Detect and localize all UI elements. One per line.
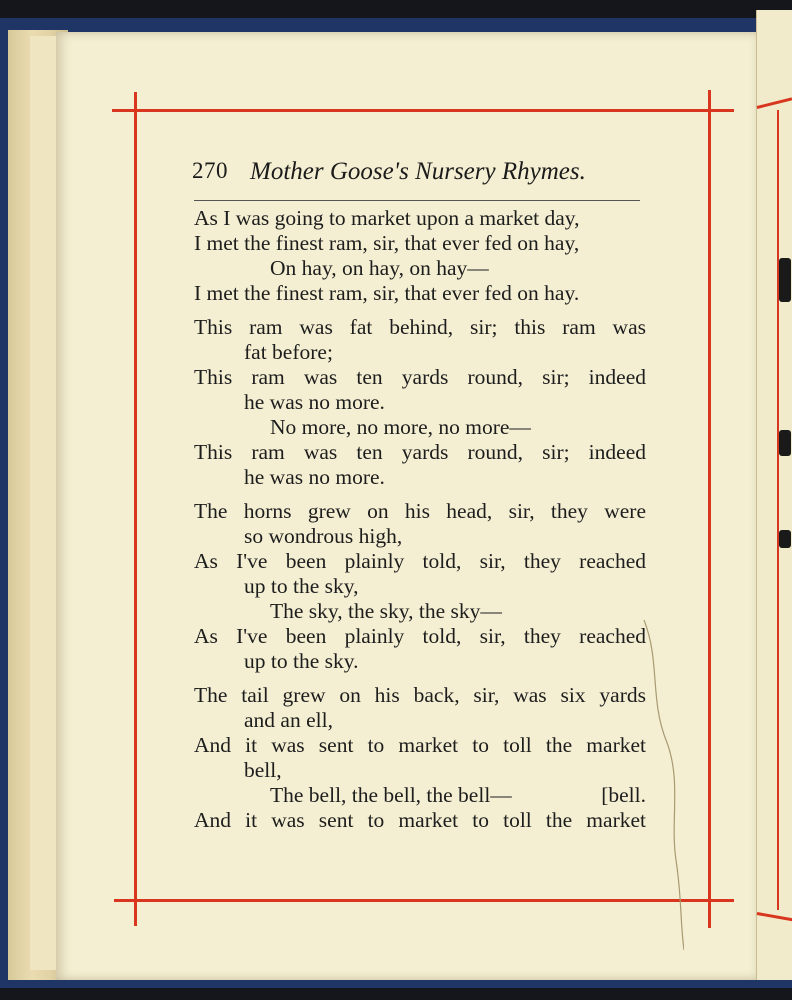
verse-line: As I was going to market upon a market day, [194,206,580,230]
page-header [192,158,642,192]
refrain-text: The bell, the bell, the bell— [270,783,512,807]
verse-line: This ram was ten yards round, sir; indeed [194,365,646,389]
border-rule-right [708,90,711,928]
verse-line: And it was sent to market to toll the market [194,808,646,832]
refrain-line: The sky, the sky, the sky— [270,599,502,623]
verse-line: And it was sent to market to toll the market [194,733,646,757]
running-title: Mother Goose's Nursery Rhymes. [250,158,586,185]
border-rule-top [112,109,734,112]
stanza-4 [194,683,646,833]
verse-line-continued: and an ell, [244,708,333,732]
verse-line: The tail grew on his back, sir, was six yards [194,683,646,707]
verse-line-continued: he was no more. [244,465,385,489]
refrain-line [194,783,646,808]
facing-page-illustration-mark [779,530,791,548]
header-rule [194,200,640,201]
facing-page-illustration-mark [779,430,791,456]
page-number: 270 [192,158,228,183]
stanza-2 [194,315,646,490]
verse-line-continued: up to the sky, [244,574,359,598]
verse-line-continued: fat before; [244,340,333,364]
stanza-3 [194,499,646,674]
verse-line-continued: so wondrous high, [244,524,403,548]
verse-line: This ram was fat behind, sir; this ram was [194,315,646,339]
facing-page-rule-bottom [757,912,792,921]
verse-line: The horns grew on his head, sir, they were [194,499,646,523]
turnover-word: [bell. [601,783,646,807]
facing-page-illustration-mark [779,258,791,302]
verse-line: As I've been plainly told, sir, they reached [194,624,646,648]
verse-line: This ram was ten yards round, sir; indeed [194,440,646,464]
poem-body [194,206,646,842]
verse-line-continued: he was no more. [244,390,385,414]
page-tear [640,620,684,950]
refrain-line: On hay, on hay, on hay— [270,256,489,280]
facing-page-edge [756,10,792,980]
verse-line: I met the finest ram, sir, that ever fed on hay. [194,281,580,305]
verse-line: As I've been plainly told, sir, they reached [194,549,646,573]
facing-page-rule-top [757,97,792,109]
facing-page-rule-side [777,110,779,910]
verse-line-continued: bell, [244,758,282,782]
stanza-1 [194,206,646,306]
verse-line: I met the finest ram, sir, that ever fed on hay, [194,231,580,255]
refrain-line: No more, no more, no more— [270,415,531,439]
border-rule-left [134,92,137,926]
verse-line-continued: up to the sky. [244,649,359,673]
